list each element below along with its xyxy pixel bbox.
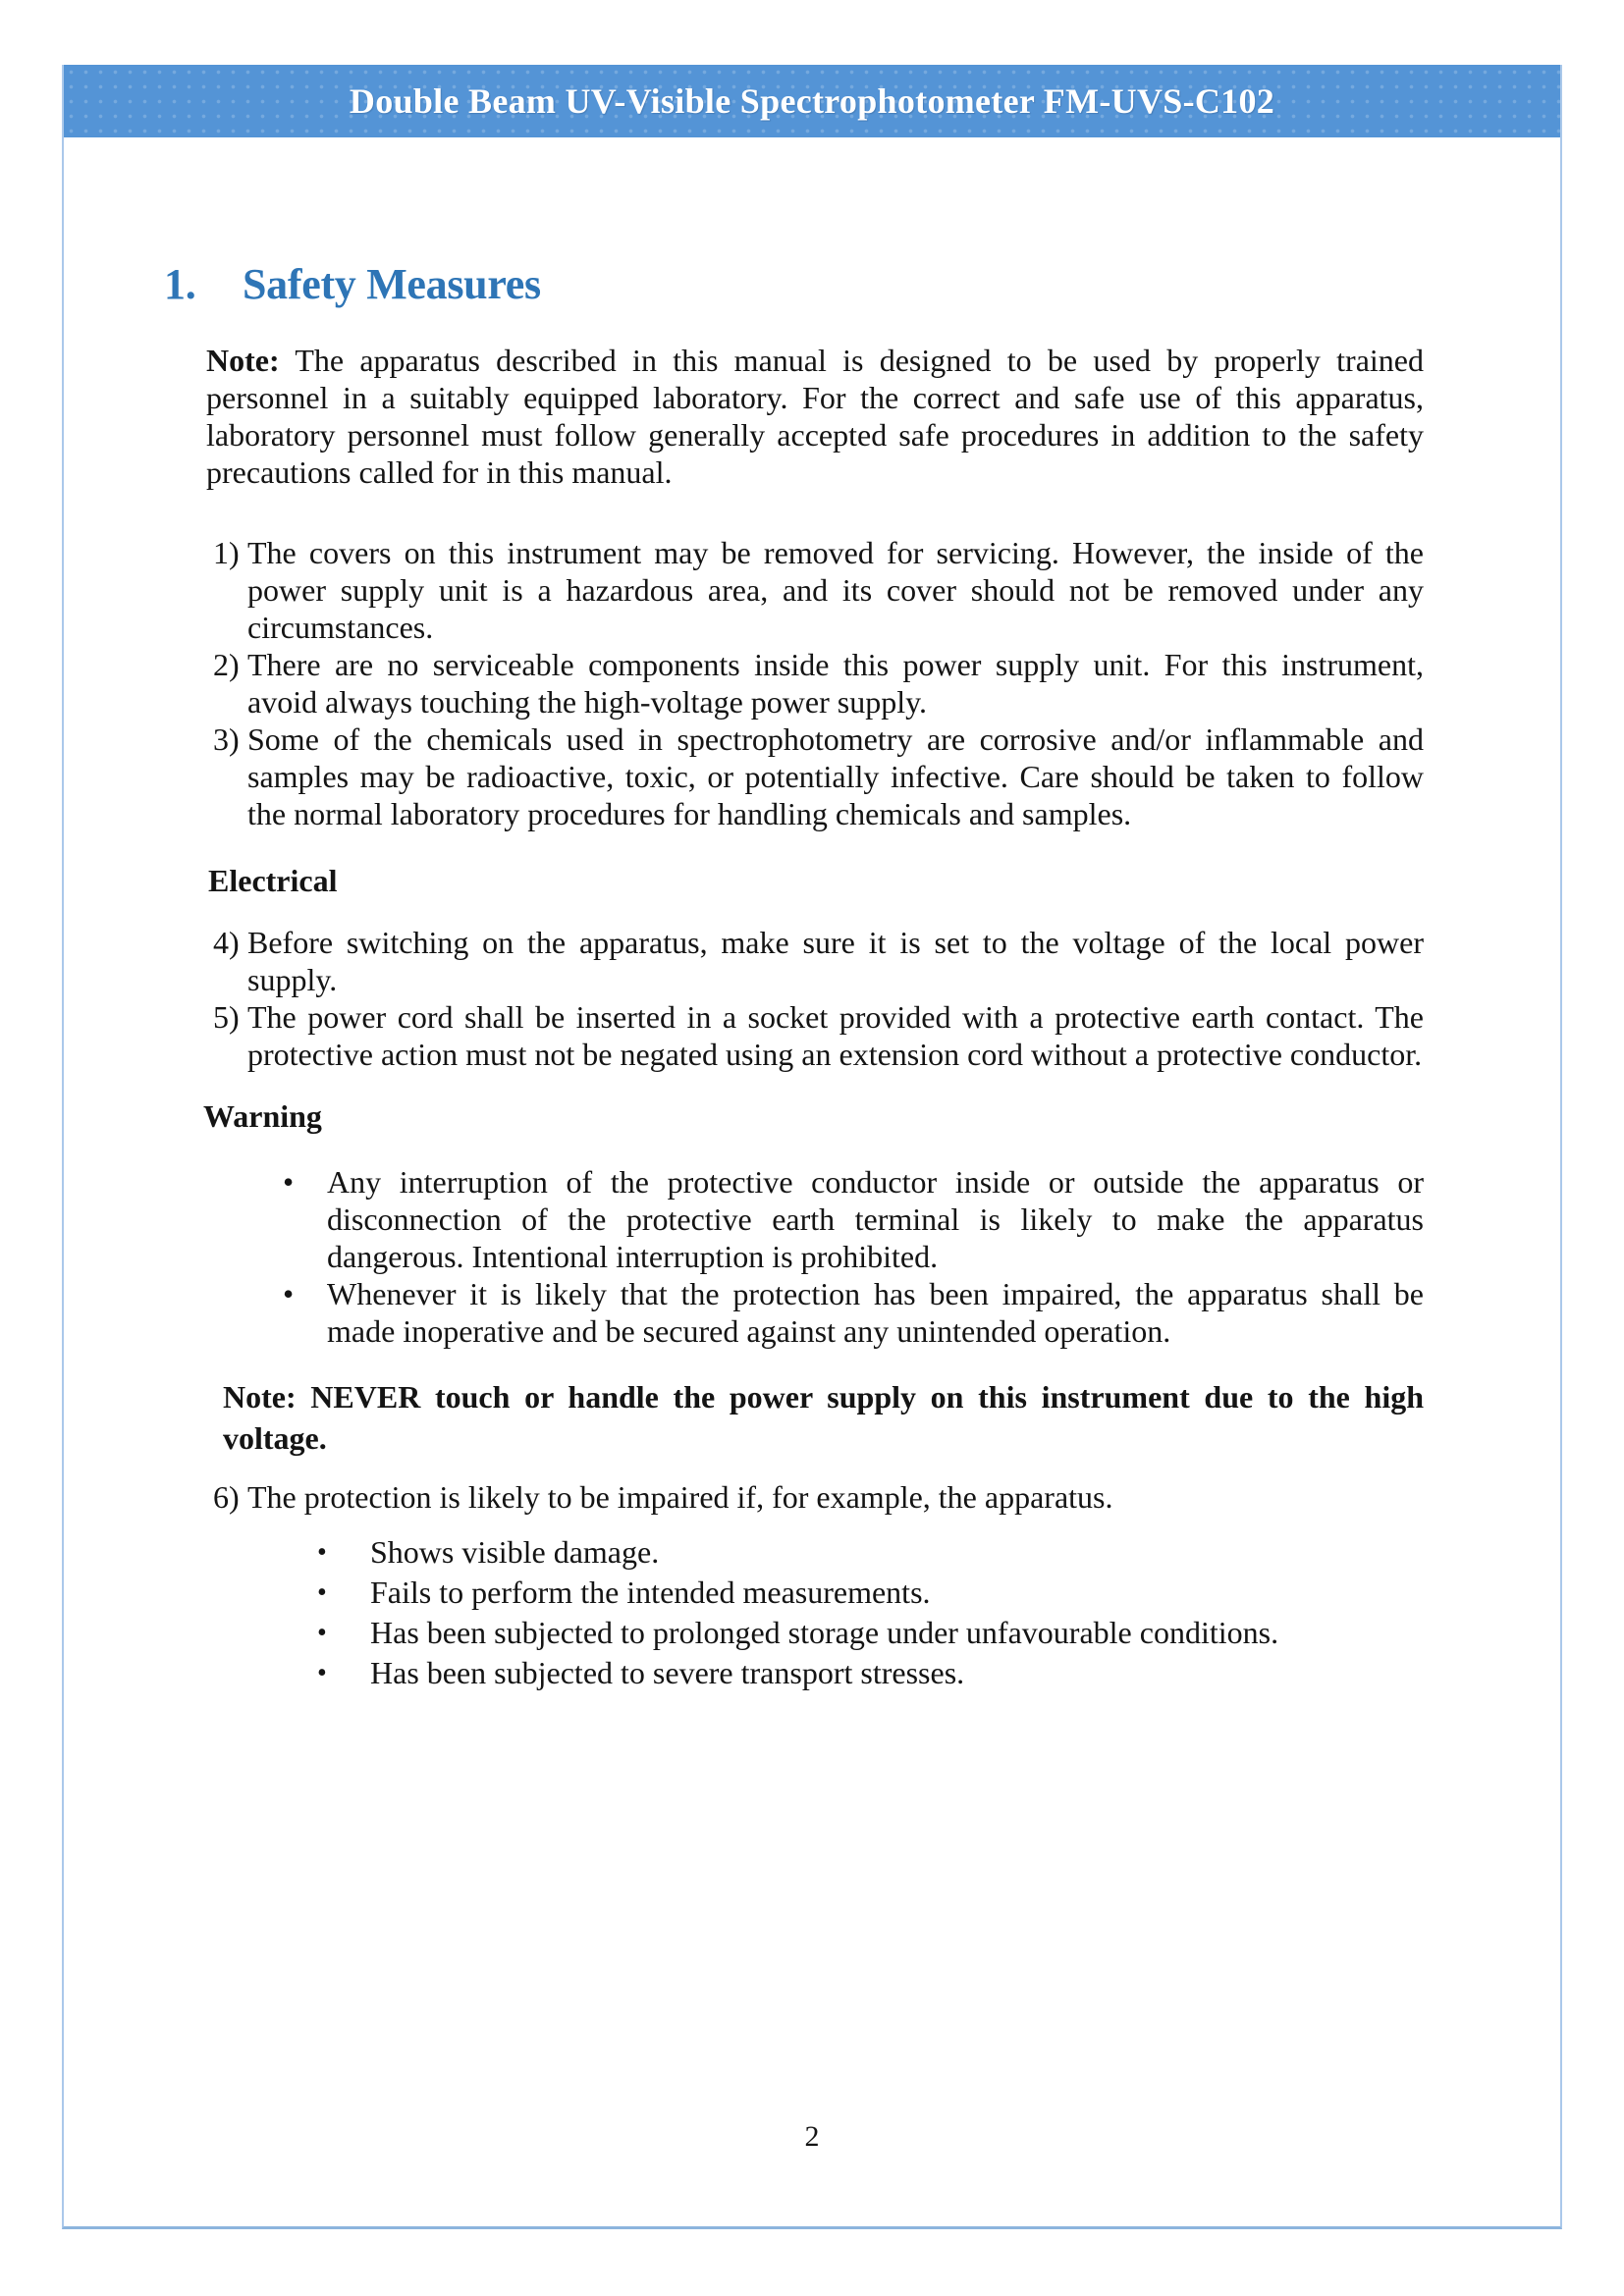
impairment-bullet-list [164, 1533, 1424, 1691]
item-text: There are no serviceable components inside this power supply unit. For this instrument, avoid always touching the high-voltage power supply. [247, 647, 1424, 720]
safety-numbered-list [164, 534, 1424, 832]
warning-bullet-list [164, 1163, 1424, 1350]
page-frame [62, 65, 1562, 2229]
bullet-icon: • [283, 1164, 295, 1200]
bullet-icon: • [317, 1537, 327, 1568]
page-content [64, 261, 1560, 1691]
item-marker: 4) [213, 925, 240, 960]
bullet-text: Whenever it is likely that the protection has been impaired, the apparatus shall be made inoperative and be secured against any unintended operation. [327, 1276, 1424, 1349]
numbered-item-5 [213, 998, 1424, 1073]
warning-bullet-2 [283, 1275, 1424, 1350]
bullet-icon: • [283, 1276, 295, 1311]
numbered-item-4 [213, 924, 1424, 998]
electrical-heading: Electrical [208, 863, 338, 898]
bullet-icon: • [317, 1618, 327, 1648]
item-text: The protection is likely to be impaired if, for example, the apparatus. [247, 1479, 1113, 1515]
bullet-text: Has been subjected to severe transport stresses. [370, 1655, 965, 1690]
intro-note-text: The apparatus described in this manual is designed to be used by properly trained personnel in a suitably equipped laboratory. For the correct and safe use of this apparatus, laboratory personnel must follow generally accepted safe procedures in addition to the safety precautions called for in this manual. [206, 343, 1425, 490]
intro-note-paragraph [206, 342, 1424, 491]
item-text: Some of the chemicals used in spectrophotometry are corrosive and/or inflammable and samples may be radioactive, toxic, or potentially infective. Care should be taken to follow the normal laboratory procedures for handling chemicals and samples. [247, 721, 1424, 831]
bullet-text: Shows visible damage. [370, 1534, 660, 1570]
impairment-bullet-4 [317, 1654, 1424, 1691]
bullet-text: Any interruption of the protective conductor inside or outside the apparatus or disconnection of the protective earth terminal is likely to make the apparatus dangerous. Intentional interruption is prohibited. [327, 1164, 1424, 1274]
item-marker: 5) [213, 999, 240, 1035]
high-voltage-note: Note: NEVER touch or handle the power supply on this instrument due to the high voltage. [223, 1379, 1424, 1456]
numbered-item-6 [213, 1478, 1424, 1516]
item-text: The power cord shall be inserted in a socket provided with a protective earth contact. The protective action must not be negated using an extension cord without a protective conductor. [247, 999, 1424, 1072]
section-heading [164, 261, 1424, 308]
item-marker: 6) [213, 1479, 240, 1515]
header-bar [64, 65, 1560, 137]
numbered-item-2 [213, 646, 1424, 721]
bullet-text: Has been subjected to prolonged storage under unfavourable conditions. [370, 1615, 1279, 1650]
item-marker: 2) [213, 647, 240, 682]
note-label: Note: [206, 343, 280, 378]
bullet-icon: • [317, 1658, 327, 1688]
document-title: Double Beam UV-Visible Spectrophotometer FM-UVS-C102 [349, 81, 1275, 121]
item-marker: 3) [213, 721, 240, 757]
bullet-icon: • [317, 1577, 327, 1608]
impairment-bullet-3 [317, 1614, 1424, 1651]
section-number: 1. [164, 260, 196, 308]
warning-heading: Warning [203, 1098, 322, 1134]
item-marker: 1) [213, 535, 240, 570]
numbered-item-1 [213, 534, 1424, 646]
warning-bullet-1 [283, 1163, 1424, 1275]
impairment-bullet-1 [317, 1533, 1424, 1571]
section-title: Safety Measures [243, 260, 541, 308]
page-number: 2 [804, 2120, 820, 2153]
impairment-bullet-2 [317, 1574, 1424, 1611]
electrical-numbered-list [164, 924, 1424, 1073]
numbered-item-3 [213, 721, 1424, 832]
item-text: Before switching on the apparatus, make sure it is set to the voltage of the local power supply. [247, 925, 1424, 997]
bullet-text: Fails to perform the intended measurements. [370, 1575, 931, 1610]
item-text: The covers on this instrument may be removed for servicing. However, the inside of the power supply unit is a hazardous area, and its cover should not be removed under any circumstances. [247, 535, 1424, 645]
